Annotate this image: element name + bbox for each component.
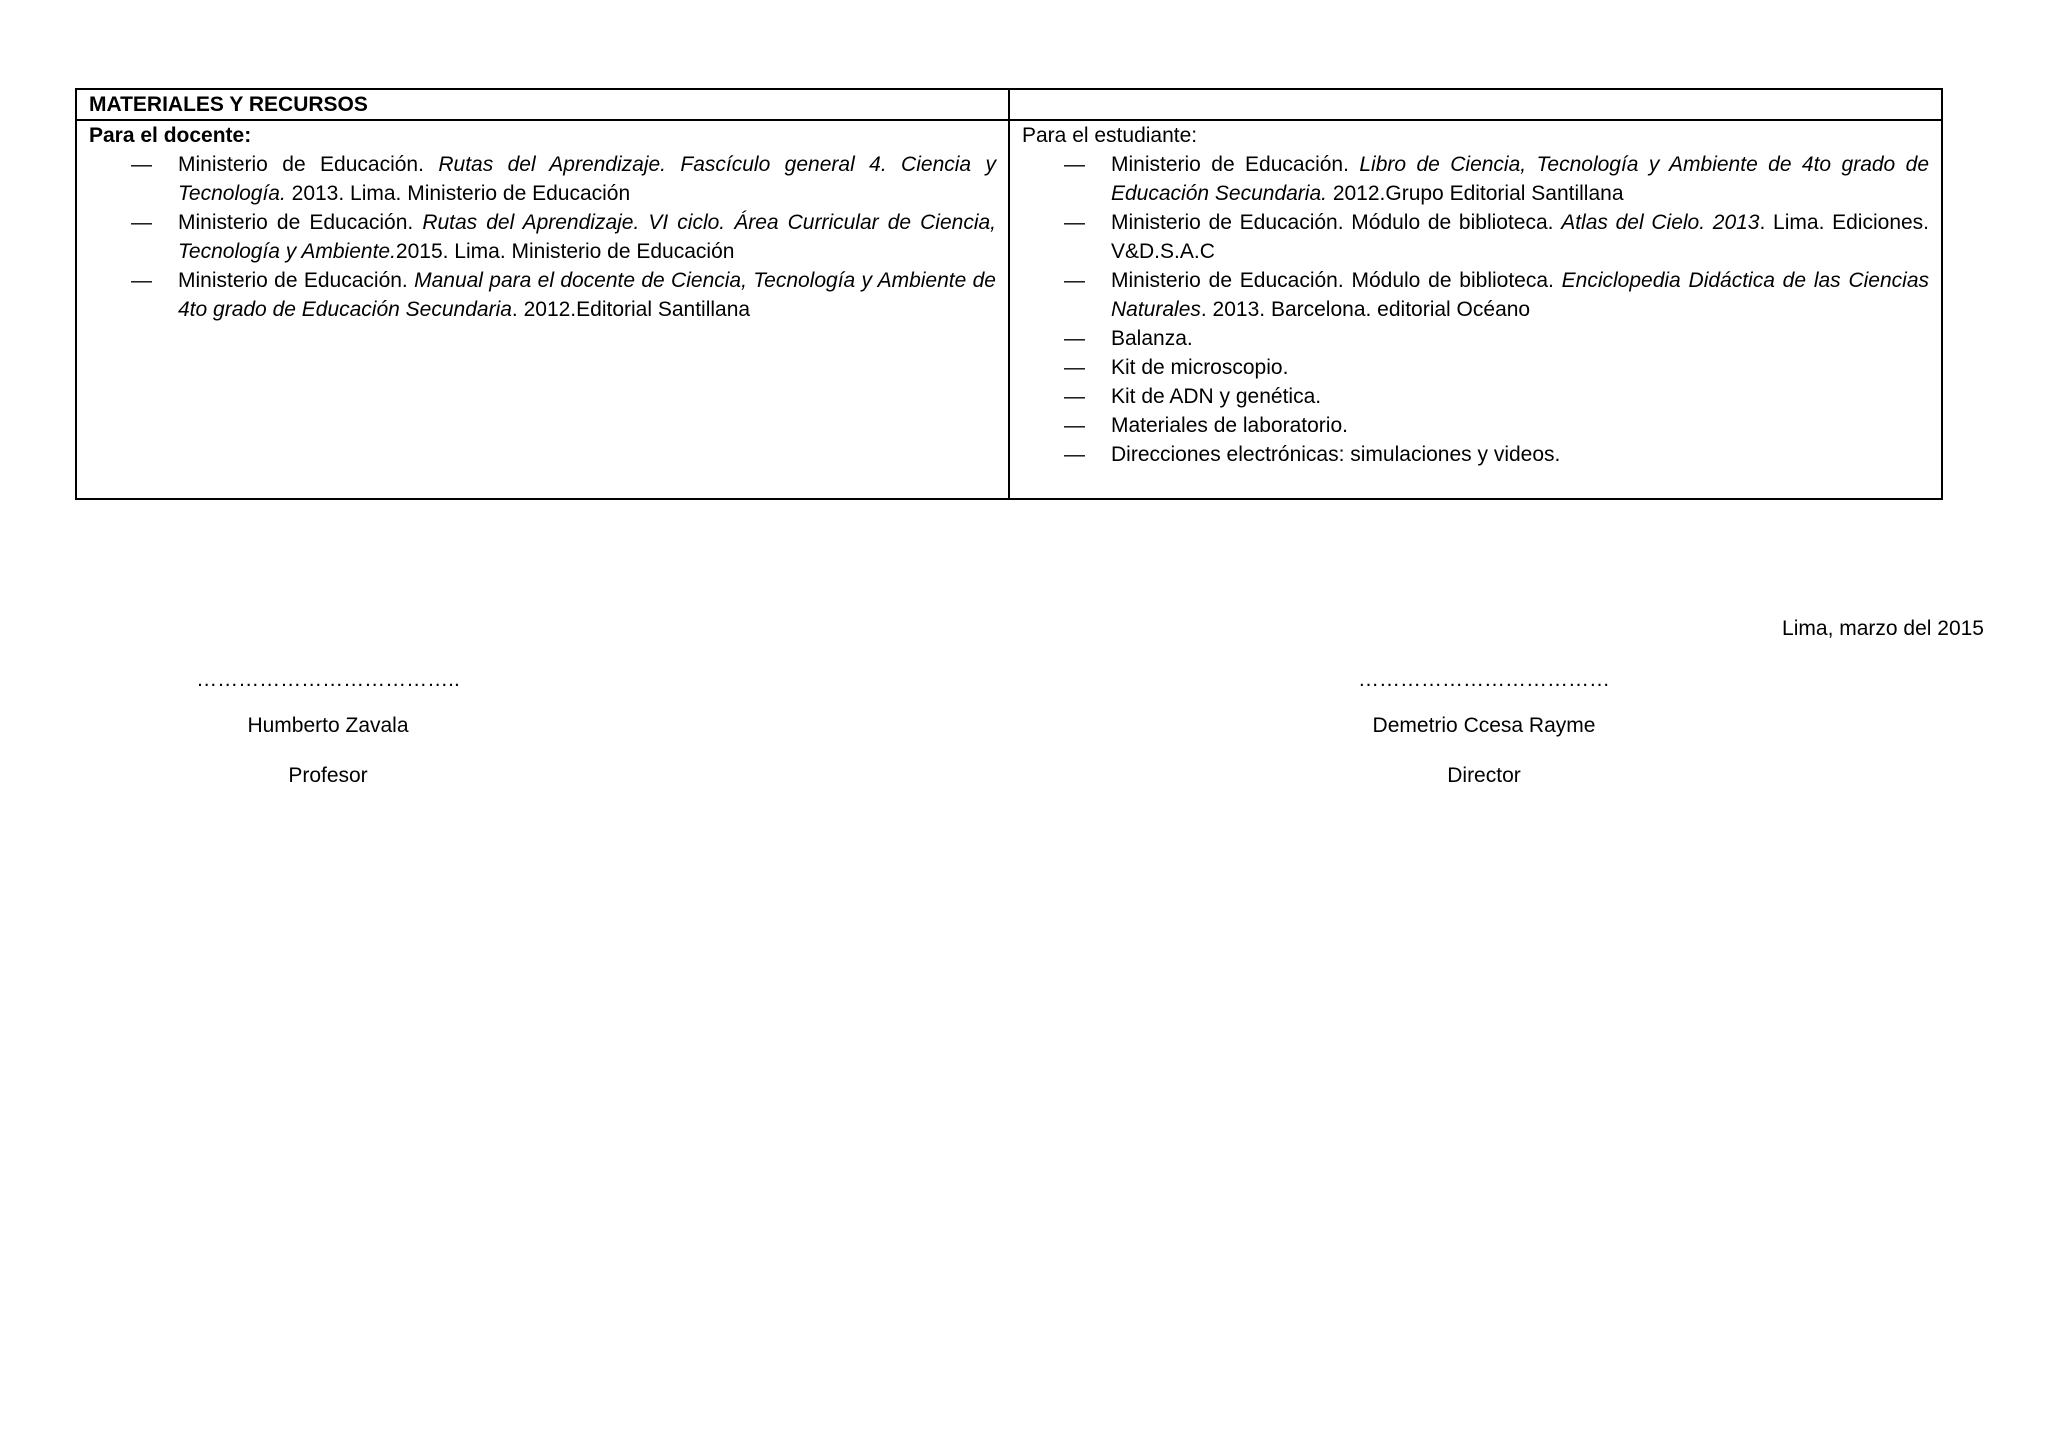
student-cell (1009, 120, 1942, 499)
materials-table (75, 88, 1943, 500)
dash-bullet: — (1064, 414, 1085, 437)
item-text: 2012.Grupo Editorial Santillana (1326, 182, 1624, 205)
dash-bullet: — (1064, 153, 1085, 176)
table-body-row (76, 120, 1942, 499)
list-item (89, 208, 996, 266)
list-item (1022, 324, 1929, 353)
student-reference-list (1022, 150, 1929, 469)
item-title: Rutas del Aprendizaje. Fascículo general 4. Ciencia y Tecnología. (178, 153, 996, 205)
item-text: Direcciones electrónicas: simulaciones y videos. (1111, 443, 1561, 466)
item-text: . 2012.Editorial Santillana (511, 298, 751, 321)
dash-bullet: — (131, 153, 152, 176)
item-text: . 2013. Barcelona. editorial Océano (1200, 298, 1531, 321)
item-title: Rutas del Aprendizaje. VI ciclo. Área Curricular de Ciencia, Tecnología y Ambiente. (178, 211, 996, 263)
table-header-row (76, 89, 1942, 120)
signature-block-teacher (128, 665, 528, 790)
list-item (1022, 208, 1929, 266)
empty-header-cell (1009, 89, 1942, 120)
item-text: Kit de ADN y genética. (1111, 385, 1322, 408)
teacher-reference-list (89, 150, 996, 324)
materials-header-cell: MATERIALES Y RECURSOS (76, 89, 1009, 120)
item-text: Ministerio de Educación. (178, 211, 423, 234)
item-text: Ministerio de Educación. (178, 269, 415, 292)
item-title: Enciclopedia Didáctica de las Ciencias Naturales (1111, 269, 1929, 321)
teacher-cell (76, 120, 1009, 499)
item-text: Materiales de laboratorio. (1111, 414, 1348, 437)
list-item (89, 266, 996, 324)
date-line: Lima, marzo del 2015 (1782, 617, 1984, 640)
item-title: Manual para el docente de Ciencia, Tecnología y Ambiente de 4to grado de Educación Secundaria (178, 269, 996, 321)
dash-bullet: — (1064, 443, 1085, 466)
list-item (1022, 266, 1929, 324)
item-title: Atlas del Cielo. 2013 (1561, 211, 1760, 234)
item-text: 2015. Lima. Ministerio de Educación (395, 240, 735, 263)
dash-bullet: — (131, 211, 152, 234)
item-text: Ministerio de Educación. Módulo de biblioteca. (1111, 269, 1562, 292)
signature-block-director (1284, 665, 1684, 790)
signer-role: Profesor (288, 764, 368, 787)
dash-bullet: — (1064, 211, 1085, 234)
item-text: . Lima. Ediciones. V&D.S.A.C (1111, 211, 1930, 263)
dash-bullet: — (1064, 356, 1085, 379)
teacher-heading: Para el docente: (89, 124, 252, 147)
dash-bullet: — (1064, 269, 1085, 292)
item-text: Ministerio de Educación. (1111, 153, 1360, 176)
list-item (1022, 411, 1929, 440)
signature-line: ……………………………… (1358, 668, 1610, 691)
item-text: 2013. Lima. Ministerio de Educación (285, 182, 631, 205)
signer-role: Director (1447, 764, 1521, 787)
signer-name: Demetrio Ccesa Rayme (1372, 714, 1596, 737)
item-text: Balanza. (1111, 327, 1193, 350)
item-text: Ministerio de Educación. Módulo de biblioteca. (1111, 211, 1562, 234)
signer-name: Humberto Zavala (247, 714, 409, 737)
student-heading: Para el estudiante: (1022, 124, 1198, 147)
list-item (1022, 353, 1929, 382)
signature-line: ……………………………….. (196, 668, 460, 691)
dash-bullet: — (1064, 327, 1085, 350)
list-item (1022, 440, 1929, 469)
item-text: Ministerio de Educación. (178, 153, 439, 176)
list-item (1022, 382, 1929, 411)
item-title: Libro de Ciencia, Tecnología y Ambiente de 4to grado de Educación Secundaria. (1111, 153, 1930, 205)
list-item (89, 150, 996, 208)
list-item (1022, 150, 1929, 208)
item-text: Kit de microscopio. (1111, 356, 1289, 379)
dash-bullet: — (131, 269, 152, 292)
dash-bullet: — (1064, 385, 1085, 408)
